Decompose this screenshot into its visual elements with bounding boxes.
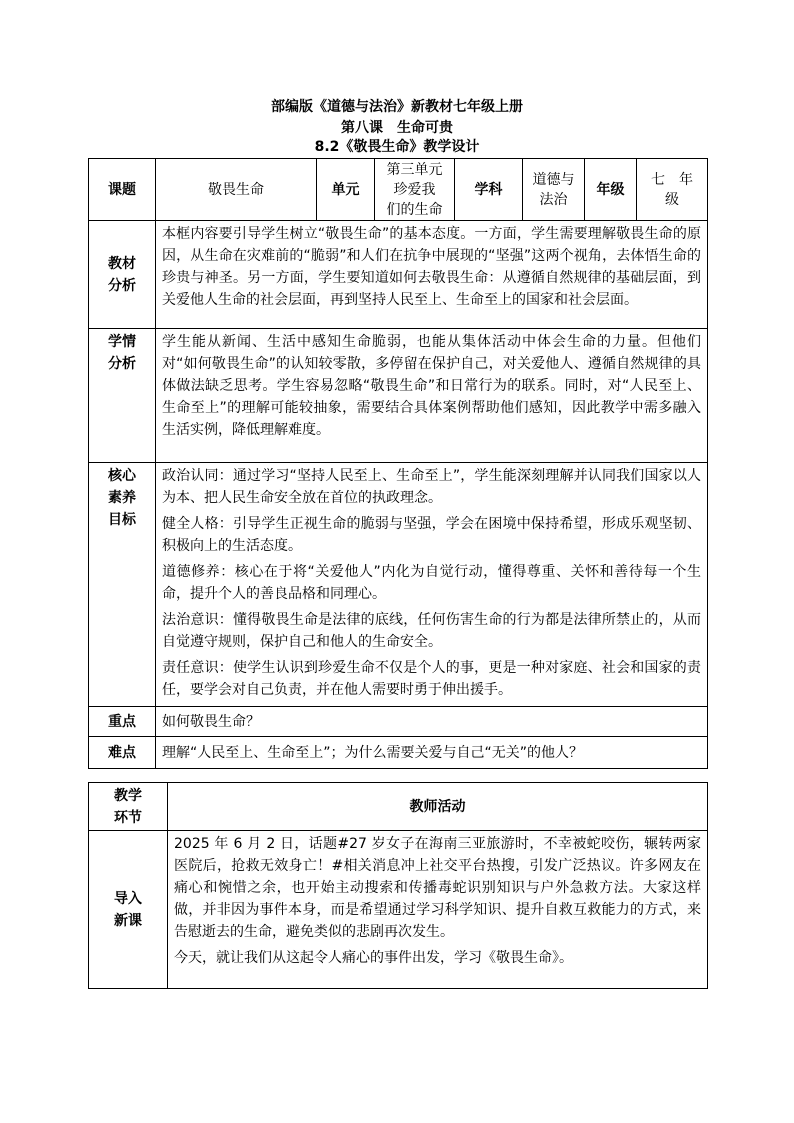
key-point-text: 如何敬畏生命？ (156, 707, 708, 737)
unit-value-line: 们的生命 (386, 201, 443, 218)
grade-value (637, 159, 708, 221)
topic-value: 敬畏生命 (156, 159, 317, 221)
unit-value-line: 珍爱我 (393, 181, 436, 198)
teaching-process-table (88, 782, 708, 989)
subject-value (523, 159, 585, 221)
material-label-line: 分析 (108, 277, 136, 294)
student-label (89, 329, 156, 463)
subject-value-line: 法治 (539, 191, 568, 208)
grade-value-line: 七 年 (651, 171, 693, 188)
student-row (89, 329, 708, 463)
process-header-row (89, 783, 708, 831)
core-goal-item: 责任意识：使学生认识到珍爱生命不仅是个人的事，更是一种对家庭、社会和国家的责任，要学会对自己负责，并在他人需要时勇于伸出援手。 (162, 660, 701, 698)
topic-label: 课题 (89, 159, 156, 221)
student-label-line: 分析 (108, 356, 136, 372)
difficult-point-row (89, 737, 708, 769)
intro-row (89, 831, 708, 989)
unit-label: 单元 (317, 159, 375, 221)
subject-label: 学科 (455, 159, 523, 221)
subject-value-line: 道德与 (532, 171, 575, 188)
core-goals (156, 463, 708, 707)
intro-label-line: 导入 (114, 890, 142, 907)
material-label-line: 教材 (108, 255, 136, 272)
core-goal-item: 法治意识：懂得敬畏生命是法律的底线，任何伤害生命的行为都是法律所禁止的，从而自觉遵守规则，保护自己和他人的生命安全。 (162, 612, 701, 650)
key-point-row (89, 707, 708, 737)
unit-value (375, 159, 455, 221)
core-row (89, 463, 708, 707)
stage-header-line: 环节 (114, 809, 142, 826)
intro-paragraph: 今天，就让我们从这起令人痛心的事件出发，学习《敬畏生命》。 (174, 950, 573, 966)
student-label-line: 学情 (108, 334, 136, 350)
core-label (89, 463, 156, 707)
material-label (89, 221, 156, 329)
student-text: 学生能从新闻、生活中感知生命脆弱，也能从集体活动中体会生命的力量。但他们对“如何敬畏生命”的认知较零散，多停留在保护自己，对关爱他人、遵循自然规律的具体做法缺乏思考。学生容易忽略“敬畏生命”和日常行为的联系。同时，对“人民至上、生命至上”的理解可能较抽象，需要结合具体案例帮助他们感知，因此教学中需多融入生活实例，降低理解难度。 (156, 329, 708, 463)
stage-header-line: 教学 (114, 787, 142, 804)
material-text: 本框内容要引导学生树立“敬畏生命”的基本态度。一方面，学生需要理解敬畏生命的原因，从生命在灾难前的“脆弱”和人们在抗争中展现的“坚强”这两个视角，去体悟生命的珍贵与神圣。另一方面，学生要知道如何去敬畏生命：从遵循自然规律的基础层面，到关爱他人生命的社会层面，再到坚持人民至上、生命至上的国家和社会层面。 (156, 221, 708, 329)
unit-value-line: 第三单元 (386, 161, 443, 178)
key-point-label: 重点 (89, 707, 156, 737)
intro-label (89, 831, 168, 989)
intro-paragraph: 2025 年 6 月 2 日，话题#27 岁女子在海南三亚旅游时，不幸被蛇咬伤，辗转两家医院后，抢救无效身亡！#相关消息冲上社交平台热搜，引发广泛热议。许多网友在痛心和惋惜之余，也开始主动搜索和传播毒蛇识别知识与户外急救方法。大家这样做，并非因为事件本身，而是希望通过学习科学知识、提升自救互救能力的方式，来告慰逝去的生命，避免类似的悲剧再次发生。 (174, 836, 701, 940)
info-row (89, 159, 708, 221)
lesson-info-table (88, 158, 708, 769)
doc-series-title: 部编版《道德与法治》新教材七年级上册 (271, 99, 523, 115)
material-row (89, 221, 708, 329)
difficult-point-label: 难点 (89, 737, 156, 769)
lesson-title: 第八课 生命可贵 (341, 120, 453, 136)
activity-header: 教师活动 (168, 783, 708, 831)
core-label-line: 素养 (108, 490, 136, 506)
difficult-point-text: 理解“人民至上、生命至上”；为什么需要关爱与自己“无关”的他人？ (156, 737, 708, 769)
intro-content (168, 831, 708, 989)
section-title: 8.2《敬畏生命》教学设计 (314, 139, 480, 155)
core-goal-item: 健全人格：引导学生正视生命的脆弱与坚强，学会在困境中保持希望，形成乐观坚韧、积极向上的生活态度。 (162, 516, 701, 554)
core-label-line: 目标 (108, 512, 136, 528)
core-label-line: 核心 (108, 468, 136, 484)
grade-value-line: 级 (665, 191, 679, 208)
grade-label: 年级 (585, 159, 637, 221)
core-goal-item: 道德修养：核心在于将“关爱他人”内化为自觉行动，懂得尊重、关怀和善待每一个生命，提升个人的善良品格和同理心。 (162, 564, 701, 602)
core-goal-item: 政治认同：通过学习“坚持人民至上、生命至上”，学生能深刻理解并认同我们国家以人为本、把人民生命安全放在首位的执政理念。 (162, 468, 701, 506)
stage-header (89, 783, 168, 831)
intro-label-line: 新课 (114, 912, 142, 929)
